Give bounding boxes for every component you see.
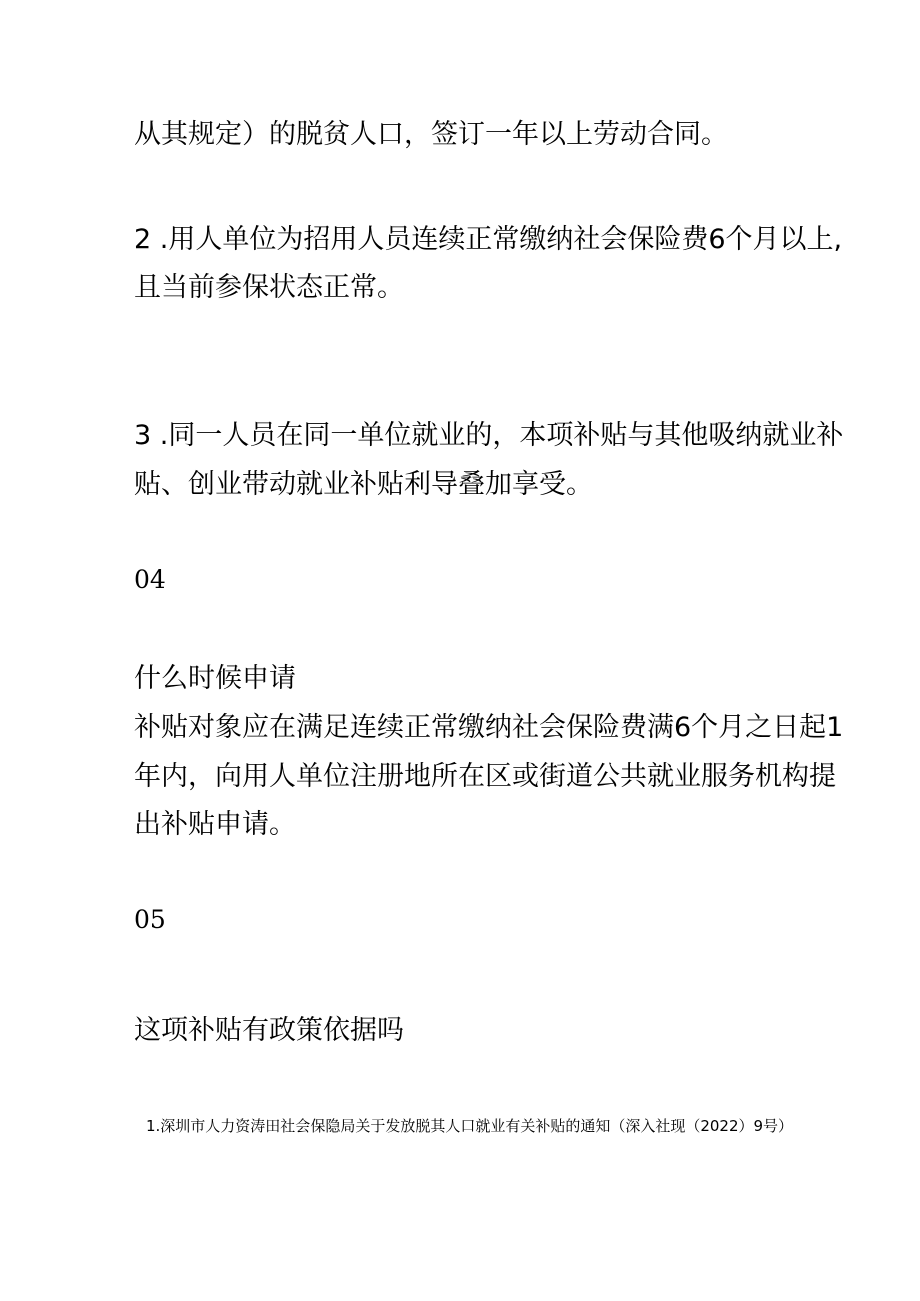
section-04-body-line-3: 出补贴申请。 — [134, 809, 296, 840]
section-04-number: 04 — [134, 565, 166, 594]
paragraph-3-line-1: 3 .同一人员在同一单位就业的，本项补贴与其他吸纳就业补 — [134, 420, 844, 451]
section-05-heading: 这项补贴有政策依据吗 — [134, 1015, 404, 1046]
policy-reference: 1.深圳市人力资涛田社会保隐局关于发放脱其人口就业有关补贴的通知（深入社现（2022）9号） — [146, 1117, 794, 1135]
section-04-body-line-1: 补贴对象应在满足连续正常缴纳社会保险费满6个月之日起1 — [134, 712, 844, 743]
paragraph-1-line-1: 从其规定）的脱贫人口，签订一年以上劳动合同。 — [134, 119, 728, 150]
paragraph-2-line-1: 2 .用人单位为招用人员连续正常缴纳社会保险费6个月以上, — [134, 224, 843, 255]
section-04-heading: 什么时候申请 — [134, 663, 296, 694]
section-05-number: 05 — [134, 905, 166, 934]
paragraph-2-line-2: 且当前参保状态正常。 — [134, 272, 404, 303]
section-04-body-line-2: 年内，向用人单位注册地所在区或街道公共就业服务机构提 — [134, 761, 836, 792]
paragraph-3-line-2: 贴、创业带动就业补贴利导叠加享受。 — [134, 469, 593, 500]
